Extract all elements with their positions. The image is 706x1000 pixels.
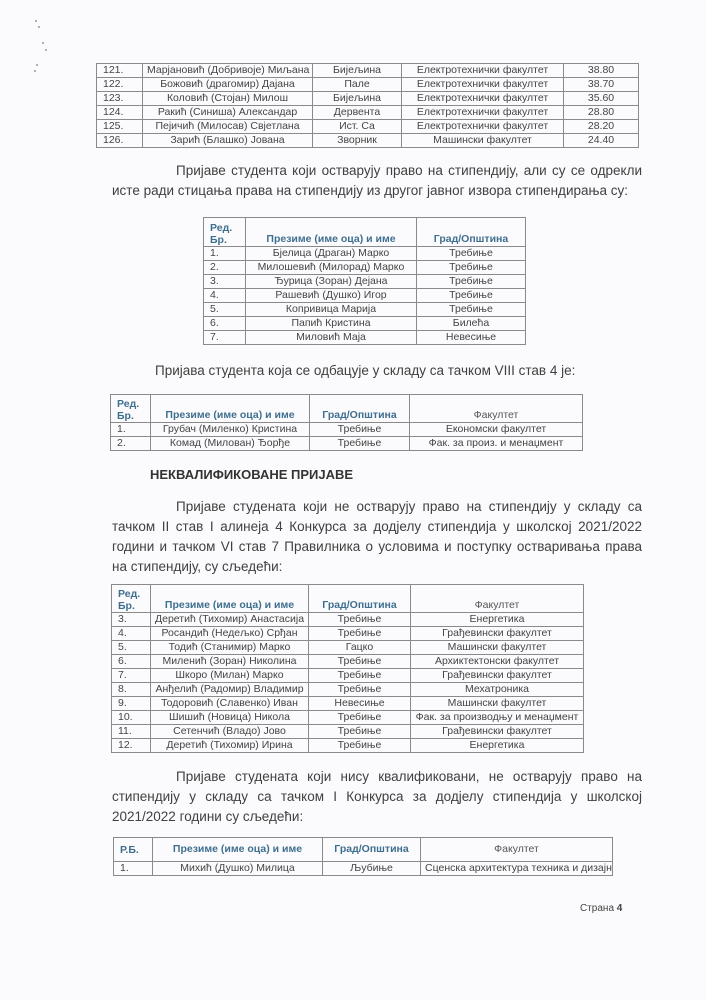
row-number: 123. [97, 92, 143, 106]
faculty: Електротехнички факултет [402, 120, 564, 134]
student-name: Папић Кристина [246, 317, 417, 331]
student-name: Коловић (Стојан) Милош [143, 92, 313, 106]
header-text: Бр. [117, 410, 134, 422]
student-name: Милошевић (Милорад) Марко [246, 261, 417, 275]
col-header-name: Презиме (име оца) и име [151, 585, 309, 613]
col-header-number [111, 395, 151, 423]
table-row [97, 92, 639, 106]
page-label: Страна [580, 903, 615, 914]
row-number: 7. [204, 331, 246, 345]
student-name: Шишић (Новица) Никола [151, 711, 309, 725]
city: Требиње [309, 655, 411, 669]
row-number: 1. [114, 862, 153, 876]
row-number: 121. [97, 64, 143, 78]
row-number: 4. [112, 627, 151, 641]
score: 28.80 [564, 106, 639, 120]
faculty: Грађевински факултет [411, 725, 584, 739]
faculty: Електротехнички факултет [402, 106, 564, 120]
student-name: Рашевић (Душко) Игор [246, 289, 417, 303]
not-qualified-table [113, 837, 613, 876]
scan-speck [34, 70, 36, 72]
student-name: Деретић (Тихомир) Ирина [151, 739, 309, 753]
table-row [204, 331, 526, 345]
student-name: Михић (Душко) Милица [153, 862, 323, 876]
scan-speck [42, 42, 44, 44]
scan-speck [38, 26, 40, 28]
score: 38.70 [564, 78, 639, 92]
table-row [97, 134, 639, 148]
col-header-name: Презиме (име оца) и име [151, 395, 310, 423]
page-number [580, 903, 622, 914]
row-number: 3. [112, 613, 151, 627]
col-header-name: Презиме (име оца) и име [153, 838, 323, 862]
city: Требиње [309, 669, 411, 683]
table-row [204, 275, 526, 289]
city: Требиње [417, 289, 526, 303]
table-row [112, 697, 584, 711]
table-row [111, 437, 583, 451]
header-text: Бр. [118, 600, 135, 612]
table-row [112, 711, 584, 725]
row-number: 126. [97, 134, 143, 148]
col-header-number [204, 218, 246, 247]
faculty: Енергетика [411, 739, 584, 753]
table-row [112, 739, 584, 753]
col-header-city: Град/Општина [323, 838, 421, 862]
row-number: 1. [111, 423, 151, 437]
row-number: 10. [112, 711, 151, 725]
rejected-table [110, 394, 583, 451]
col-header-name: Презиме (име оца) и име [246, 218, 417, 247]
student-name: Зарић (Блашко) Јована [143, 134, 313, 148]
col-header-faculty: Факултет [410, 395, 583, 423]
header-text: Ред. [117, 398, 140, 410]
student-name: Копривица Марија [246, 303, 417, 317]
city: Љубиње [323, 862, 421, 876]
student-name: Тодоровић (Славенко) Иван [151, 697, 309, 711]
city: Ист. Са [313, 120, 402, 134]
table-row [112, 683, 584, 697]
faculty: Економски факултет [410, 423, 583, 437]
table-row [112, 641, 584, 655]
table-row [97, 120, 639, 134]
city: Требиње [309, 683, 411, 697]
table-row [112, 725, 584, 739]
faculty: Фак. за произ. и менаџмент [410, 437, 583, 451]
paragraph-declined: Пријаве студента који остварују право на стипендију, али су се одрекли исте ради стицања права на стипендију из другог јавног извора стипендирања су: [112, 163, 642, 198]
city: Требиње [417, 261, 526, 275]
header-text: Ред. [118, 588, 141, 600]
row-number: 5. [204, 303, 246, 317]
row-number: 3. [204, 275, 246, 289]
city: Требиње [417, 275, 526, 289]
student-name: Сетенчић (Владо) Јово [151, 725, 309, 739]
faculty: Грађевински факултет [411, 627, 584, 641]
city: Требиње [310, 437, 410, 451]
col-header-number [112, 585, 151, 613]
paragraph-not-qualified: Пријаве студената који нису квалификовани, не остварују право на стипендију у складу са тачком I Конкурса за додјелу стипендија у школској 2021/2022 години су сљедећи: [112, 769, 642, 824]
student-name: Пејичић (Милосав) Свјетлана [143, 120, 313, 134]
student-name: Божовић (драгомир) Дајана [143, 78, 313, 92]
row-number: 125. [97, 120, 143, 134]
student-name: Ракић (Синиша) Александар [143, 106, 313, 120]
table-row [114, 862, 613, 876]
city: Дервента [313, 106, 402, 120]
table-header-row [204, 218, 526, 247]
city: Билећа [417, 317, 526, 331]
table-row [204, 289, 526, 303]
faculty: Фак. за производњу и менаџмент [411, 711, 584, 725]
city: Гацко [309, 641, 411, 655]
table-row [112, 627, 584, 641]
row-number: 2. [111, 437, 151, 451]
student-name: Миленић (Зоран) Николина [151, 655, 309, 669]
scan-speck [45, 49, 47, 51]
faculty: Архиктектонски факултет [411, 655, 584, 669]
table-row [204, 247, 526, 261]
row-number: 9. [112, 697, 151, 711]
city: Невесиње [417, 331, 526, 345]
score: 28.20 [564, 120, 639, 134]
student-name: Грубач (Миленко) Кристина [151, 423, 310, 437]
city: Бијељина [313, 64, 402, 78]
paragraph-rejected: Пријава студента која се одбацује у складу са тачком VIII став 4 је: [155, 363, 576, 378]
faculty: Електротехнички факултет [402, 78, 564, 92]
city: Бијељина [313, 92, 402, 106]
faculty: Енергетика [411, 613, 584, 627]
table-row [112, 613, 584, 627]
city: Требиње [309, 739, 411, 753]
table-header-row [112, 585, 584, 613]
table-row [97, 78, 639, 92]
table-row [204, 303, 526, 317]
row-number: 124. [97, 106, 143, 120]
student-name: Бјелица (Драган) Марко [246, 247, 417, 261]
declined-table [203, 217, 526, 345]
city: Требиње [417, 303, 526, 317]
city: Требиње [417, 247, 526, 261]
faculty: Електротехнички факултет [402, 64, 564, 78]
scan-speck [35, 20, 37, 22]
table-header-row [114, 838, 613, 862]
row-number: 2. [204, 261, 246, 275]
student-name: Анђелић (Радомир) Владимир [151, 683, 309, 697]
city: Невесиње [309, 697, 411, 711]
table-row [97, 64, 639, 78]
table-row [204, 317, 526, 331]
city: Зворник [313, 134, 402, 148]
city: Требиње [310, 423, 410, 437]
table-row [112, 669, 584, 683]
faculty: Мехатроника [411, 683, 584, 697]
row-number: 12. [112, 739, 151, 753]
faculty: Сценска архитектура техника и дизајн [421, 862, 613, 876]
student-name: Ђурица (Зоран) Дејана [246, 275, 417, 289]
score: 38.80 [564, 64, 639, 78]
col-header-city: Град/Општина [417, 218, 526, 247]
city: Требиње [309, 613, 411, 627]
student-name: Марјановић (Добривоје) Миљана [143, 64, 313, 78]
student-name: Деретић (Тихомир) Анастасија [151, 613, 309, 627]
col-header-city: Град/Општина [309, 585, 411, 613]
faculty: Електротехнички факултет [402, 92, 564, 106]
student-name: Шкоро (Милан) Марко [151, 669, 309, 683]
row-number: 8. [112, 683, 151, 697]
scan-speck [36, 64, 38, 66]
student-name: Комад (Милован) Ђорђе [151, 437, 310, 451]
faculty: Грађевински факултет [411, 669, 584, 683]
city: Пале [313, 78, 402, 92]
page-number-value: 4 [616, 903, 623, 914]
city: Требиње [309, 711, 411, 725]
row-number: 5. [112, 641, 151, 655]
col-header-city: Град/Општина [310, 395, 410, 423]
row-number: 4. [204, 289, 246, 303]
unqualified-table [111, 584, 584, 753]
header-text: Бр. [210, 234, 227, 246]
student-name: Миловић Маја [246, 331, 417, 345]
faculty: Машински факултет [411, 641, 584, 655]
score: 24.40 [564, 134, 639, 148]
table-row [111, 423, 583, 437]
student-name: Тодић (Станимир) Марко [151, 641, 309, 655]
table-row [97, 106, 639, 120]
city: Требиње [309, 725, 411, 739]
table-row [204, 261, 526, 275]
row-number: 122. [97, 78, 143, 92]
table-row [112, 655, 584, 669]
city: Требиње [309, 627, 411, 641]
row-number: 7. [112, 669, 151, 683]
col-header-faculty: Факултет [411, 585, 584, 613]
scores-table [96, 63, 639, 148]
faculty: Машински факултет [402, 134, 564, 148]
header-text: Ред. [210, 222, 233, 234]
row-number: 1. [204, 247, 246, 261]
faculty: Машински факултет [411, 697, 584, 711]
paragraph-unqualified: Пријаве студената који не остварују право на стипендију у складу са тачком II став I алинеја 4 Конкурса за додјелу стипендија у школској 2021/2022 години и тачком VI став 7 Правилника о условима и поступку остваривања права на стипендију, су сљедећи: [112, 499, 642, 574]
row-number: 6. [204, 317, 246, 331]
section-heading-unqualified: НЕКВАЛИФИКОВАНЕ ПРИЈАВЕ [150, 467, 354, 482]
col-header-faculty: Факултет [421, 838, 613, 862]
row-number: 11. [112, 725, 151, 739]
row-number: 6. [112, 655, 151, 669]
table-header-row [111, 395, 583, 423]
score: 35.60 [564, 92, 639, 106]
col-header-number: Р.Б. [114, 838, 153, 862]
student-name: Росандић (Недељко) Срђан [151, 627, 309, 641]
